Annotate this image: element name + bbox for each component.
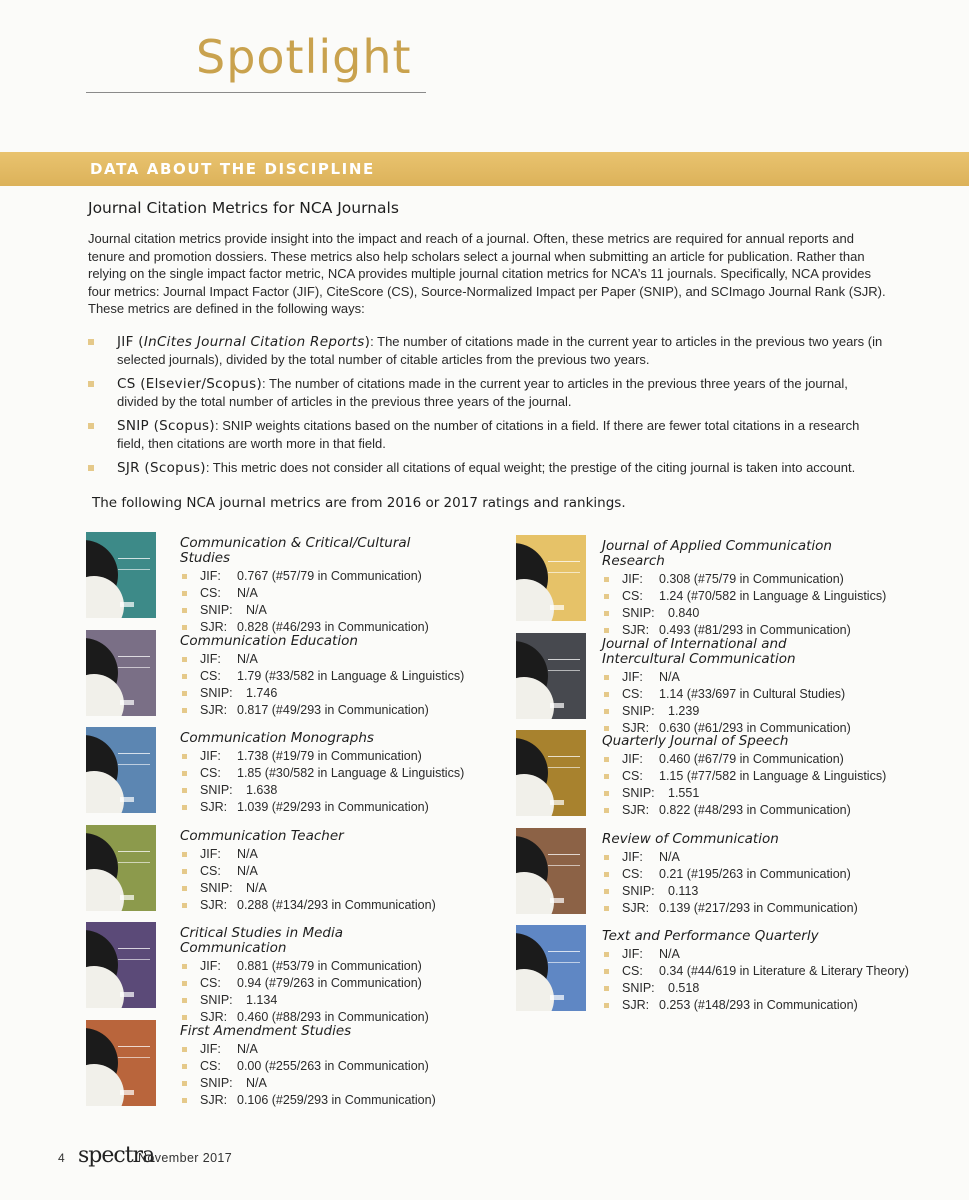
- metric-label: SJR:: [200, 800, 228, 814]
- bullet-icon: [604, 692, 609, 697]
- journal-info: [602, 929, 909, 1014]
- definition-term: JIF (InCites Journal Citation Reports): [117, 334, 371, 350]
- term-abbr: SJR: [117, 460, 140, 476]
- metric-value: 0.493 (#81/293 in Communication): [659, 623, 851, 637]
- bullet-icon: [182, 1081, 187, 1086]
- bullet-icon: [182, 869, 187, 874]
- metric-row: [180, 1041, 436, 1058]
- bullet-icon: [604, 855, 609, 860]
- bullet-icon: [182, 1047, 187, 1052]
- metric-label: CS:: [622, 686, 643, 701]
- bullet-icon: [182, 657, 187, 662]
- metric-row: [602, 802, 886, 819]
- metric-row: [180, 846, 436, 863]
- metric-value: 0.34 (#44/619 in Literature & Literary Theory): [659, 964, 909, 978]
- bullet-icon: [604, 757, 609, 762]
- metric-label: SJR:: [200, 620, 228, 634]
- metric-value: 0.253 (#148/293 in Communication): [659, 998, 858, 1012]
- metric-value: 0.518: [668, 981, 700, 995]
- metric-row: [602, 997, 909, 1014]
- metric-row: [602, 980, 909, 997]
- bullet-icon: [182, 852, 187, 857]
- bullet-icon: [182, 998, 187, 1003]
- metric-row: [180, 651, 464, 668]
- metric-label: SJR:: [200, 897, 228, 912]
- journal-info: [180, 1024, 436, 1109]
- journal-info: [602, 734, 886, 819]
- metric-row: [180, 765, 464, 782]
- term-source: Scopus: [150, 460, 201, 476]
- metric-value: N/A: [237, 863, 258, 878]
- metric-value: 0.94 (#79/263 in Communication): [237, 976, 422, 990]
- metric-value: 1.638: [246, 783, 278, 797]
- journal-title: Communication & Critical/Cultural Studies: [180, 535, 411, 566]
- bullet-icon: [182, 788, 187, 793]
- metric-value: 0.460 (#67/79 in Communication): [659, 752, 844, 766]
- journal-info: [602, 832, 858, 917]
- bullet-icon: [604, 577, 609, 582]
- metric-row: [602, 703, 851, 720]
- metric-label: SJR:: [622, 900, 650, 915]
- metric-row: [180, 668, 464, 685]
- metric-value: 0.840: [668, 606, 700, 620]
- metric-label: SJR:: [622, 998, 650, 1012]
- metric-value: N/A: [237, 586, 258, 600]
- term-source: Scopus: [159, 418, 210, 434]
- metric-value: 0.00 (#255/263 in Communication): [237, 1058, 429, 1073]
- bullet-icon: [88, 381, 94, 387]
- metric-row: [602, 571, 886, 588]
- journal-cover-image: [516, 925, 586, 1011]
- metric-row: [602, 946, 909, 963]
- bullet-icon: [88, 339, 94, 345]
- bullet-icon: [182, 708, 187, 713]
- metric-row: [180, 958, 429, 975]
- bullet-icon: [604, 906, 609, 911]
- bullet-icon: [182, 574, 187, 579]
- metric-row: [180, 880, 436, 897]
- metric-label: JIF:: [622, 752, 643, 766]
- metric-value: 1.85 (#30/582 in Language & Linguistics): [237, 766, 465, 780]
- metric-value: 1.239: [668, 703, 700, 718]
- journal-title: First Amendment Studies: [180, 1022, 352, 1039]
- metric-value: N/A: [246, 1075, 267, 1090]
- metric-value: N/A: [246, 880, 267, 895]
- metric-value: 0.828 (#46/293 in Communication): [237, 620, 429, 634]
- metric-label: CS:: [622, 866, 643, 881]
- definition-term: SNIP (Scopus): [117, 418, 215, 434]
- journal-title: Communication Education: [180, 632, 358, 649]
- metric-label: SNIP:: [200, 880, 233, 895]
- journal-title: Journal of Applied Communication Research: [602, 538, 832, 569]
- metric-label: SJR:: [622, 803, 650, 817]
- metric-label: JIF:: [622, 947, 643, 961]
- bullet-icon: [604, 1003, 609, 1008]
- journal-cover-image: [516, 730, 586, 816]
- metric-row: [602, 900, 858, 917]
- bullet-icon: [604, 791, 609, 796]
- journal-cover-image: [516, 828, 586, 914]
- metric-value: 1.24 (#70/582 in Language & Linguistics): [659, 589, 887, 603]
- metric-row: [180, 702, 464, 719]
- metric-value: 0.139 (#217/293 in Communication): [659, 900, 858, 915]
- journal-cover-image: [86, 727, 156, 813]
- metric-label: JIF:: [200, 569, 221, 583]
- metric-row: [180, 992, 429, 1009]
- metric-row: [180, 863, 436, 880]
- metric-row: [180, 1092, 436, 1109]
- journal-title: Quarterly Journal of Speech: [602, 733, 789, 749]
- metric-label: CS:: [200, 586, 221, 600]
- metric-value: N/A: [237, 846, 258, 861]
- title-underline: [86, 92, 426, 93]
- metric-value: N/A: [246, 603, 267, 617]
- metric-label: CS:: [622, 769, 643, 783]
- metric-label: SJR:: [622, 623, 650, 637]
- metric-value: N/A: [659, 849, 680, 864]
- metric-row: [602, 883, 858, 900]
- definition-item: [88, 417, 888, 453]
- metric-label: JIF:: [200, 1041, 221, 1056]
- metric-label: JIF:: [200, 959, 221, 973]
- metric-label: JIF:: [622, 849, 643, 864]
- definitions-list: [88, 333, 888, 483]
- definition-item: [88, 459, 888, 477]
- journal-title: Journal of International and Intercultural Communication: [602, 635, 796, 667]
- bullet-icon: [88, 423, 94, 429]
- metric-value: 1.14 (#33/697 in Cultural Studies): [659, 686, 846, 701]
- metric-row: [180, 685, 464, 702]
- bullet-icon: [182, 691, 187, 696]
- metric-label: SJR:: [200, 1092, 228, 1107]
- metric-label: SJR:: [200, 1010, 228, 1024]
- metric-row: [602, 785, 886, 802]
- bullet-icon: [182, 964, 187, 969]
- journal-title: Critical Studies in Media Communication: [180, 925, 344, 956]
- metric-label: SNIP:: [622, 883, 655, 898]
- metric-label: SJR:: [200, 702, 228, 717]
- bullet-icon: [182, 608, 187, 613]
- metric-label: SNIP:: [200, 993, 233, 1007]
- metric-label: SNIP:: [200, 1075, 233, 1090]
- journal-info: [180, 536, 429, 636]
- journal-title: Text and Performance Quarterly: [602, 928, 819, 944]
- metric-value: 0.21 (#195/263 in Communication): [659, 866, 851, 881]
- metric-label: JIF:: [622, 669, 643, 684]
- metric-value: N/A: [237, 1041, 258, 1056]
- metric-value: 1.746: [246, 685, 278, 700]
- metric-label: SJR:: [622, 720, 650, 735]
- metric-label: SNIP:: [622, 981, 655, 995]
- bullet-icon: [604, 969, 609, 974]
- term-abbr: JIF: [117, 334, 134, 350]
- bullet-icon: [604, 709, 609, 714]
- metric-row: [180, 602, 429, 619]
- metric-label: SNIP:: [200, 783, 233, 797]
- metric-row: [180, 782, 464, 799]
- metric-value: 0.288 (#134/293 in Communication): [237, 897, 436, 912]
- bullet-icon: [182, 981, 187, 986]
- metric-label: JIF:: [200, 749, 221, 763]
- metric-row: [602, 866, 858, 883]
- metric-label: CS:: [200, 1058, 221, 1073]
- journal-cover-image: [86, 532, 156, 618]
- article-heading: Journal Citation Metrics for NCA Journals: [88, 199, 399, 217]
- bullet-icon: [182, 1015, 187, 1020]
- bullet-icon: [604, 611, 609, 616]
- metric-value: 0.308 (#75/79 in Communication): [659, 572, 844, 586]
- metric-label: JIF:: [200, 651, 221, 666]
- section-banner: [0, 152, 969, 186]
- journal-info: [180, 731, 464, 816]
- bullet-icon: [182, 674, 187, 679]
- bullet-icon: [182, 903, 187, 908]
- journal-title: Communication Monographs: [180, 730, 374, 746]
- metric-row: [180, 799, 464, 816]
- metric-value: 1.134: [246, 993, 278, 1007]
- metric-row: [180, 585, 429, 602]
- definition-text: : This metric does not consider all citations of equal weight; the prestige of the citing journal is taken into account.: [205, 460, 856, 475]
- metric-label: SNIP:: [622, 786, 655, 800]
- definition-term: CS (Elsevier/Scopus): [117, 376, 263, 392]
- bullet-icon: [604, 889, 609, 894]
- section-title: Spotlight: [196, 30, 412, 84]
- bullet-icon: [182, 591, 187, 596]
- journal-info: [602, 637, 851, 737]
- journal-cover-image: [516, 535, 586, 621]
- metric-value: 0.817 (#49/293 in Communication): [237, 702, 429, 717]
- bullet-icon: [182, 805, 187, 810]
- metric-row: [180, 897, 436, 914]
- metric-row: [602, 849, 858, 866]
- journal-cover-image: [86, 1020, 156, 1106]
- definition-term: SJR (Scopus): [117, 460, 206, 476]
- metric-row: [602, 686, 851, 703]
- metric-row: [602, 751, 886, 768]
- bullet-icon: [604, 872, 609, 877]
- journal-title: Communication Teacher: [180, 827, 344, 844]
- bullet-icon: [604, 726, 609, 731]
- metric-value: 1.79 (#33/582 in Language & Linguistics): [237, 668, 465, 683]
- metric-value: 0.106 (#259/293 in Communication): [237, 1092, 436, 1107]
- article-intro: Journal citation metrics provide insight into the impact and reach of a journal. Often, these metrics are required for annual reports and tenure and promotion dossiers. These metrics also help scholars select a journal when submitting an article for publication. Rather than relying on the single impact factor metric, NCA provides multiple journal citation metrics for NCA’s 11 journals. Specifically, NCA provides four metrics: Journal Impact Factor (JIF), CiteScore (CS), Source-Normalized Impact per Paper (SNIP), and SCImago Journal Rank (SJR). These metrics are defined in the following ways:: [88, 231, 886, 316]
- metric-value: 1.039 (#29/293 in Communication): [237, 800, 429, 814]
- page-number: 4: [58, 1151, 65, 1165]
- definition-item: [88, 333, 888, 369]
- metric-value: N/A: [659, 947, 680, 961]
- metric-label: CS:: [200, 976, 221, 990]
- metrics-subheading: The following NCA journal metrics are from 2016 or 2017 ratings and rankings.: [92, 495, 626, 511]
- metric-row: [602, 588, 886, 605]
- journal-cover-image: [86, 630, 156, 716]
- journal-info: [180, 634, 464, 719]
- bullet-icon: [182, 625, 187, 630]
- journal-cover-image: [86, 825, 156, 911]
- definition-item: [88, 375, 888, 411]
- publication-logo: spectra: [78, 1143, 155, 1168]
- journal-info: [602, 539, 886, 639]
- metric-row: [180, 1058, 436, 1075]
- metric-value: 0.822 (#48/293 in Communication): [659, 803, 851, 817]
- term-abbr: CS: [117, 376, 136, 392]
- metric-row: [180, 1075, 436, 1092]
- metric-value: N/A: [659, 669, 680, 684]
- term-source: InCites Journal Citation Reports: [143, 334, 365, 350]
- metric-row: [602, 605, 886, 622]
- definition-text: : The number of citations made in the current year to articles in the previous three years of the journal, divided by the total number of articles in the previous three years of the journal.: [117, 376, 848, 409]
- issue-date: November 2017: [138, 1151, 233, 1165]
- metric-value: 1.15 (#77/582 in Language & Linguistics): [659, 769, 887, 783]
- metric-label: SNIP:: [200, 685, 233, 700]
- metric-label: SNIP:: [622, 606, 655, 620]
- metric-row: [602, 963, 909, 980]
- bullet-icon: [604, 986, 609, 991]
- metric-label: CS:: [622, 589, 643, 603]
- bullet-icon: [182, 771, 187, 776]
- metric-label: CS:: [622, 964, 643, 978]
- definition-text: : SNIP weights citations based on the number of citations in a field. If there are fewer total citations in a research field, then citations are worth more in that field.: [117, 418, 860, 451]
- metric-value: 0.767 (#57/79 in Communication): [237, 569, 422, 583]
- bullet-icon: [182, 754, 187, 759]
- metric-value: 1.551: [668, 786, 700, 800]
- metric-row: [180, 568, 429, 585]
- bullet-icon: [604, 808, 609, 813]
- metric-value: 0.460 (#88/293 in Communication): [237, 1010, 429, 1024]
- metric-label: CS:: [200, 766, 221, 780]
- metric-row: [602, 669, 851, 686]
- term-abbr: SNIP: [117, 418, 149, 434]
- bullet-icon: [182, 886, 187, 891]
- metric-label: CS:: [200, 668, 221, 683]
- bullet-icon: [604, 952, 609, 957]
- definition-text: : The number of citations made in the current year to articles in the previous two years (in selected journals), divided by the total number of citable articles from the previous two years.: [117, 334, 883, 367]
- metric-label: SNIP:: [200, 603, 233, 617]
- metric-label: CS:: [200, 863, 221, 878]
- bullet-icon: [182, 1098, 187, 1103]
- metric-label: SNIP:: [622, 703, 655, 718]
- bullet-icon: [182, 1064, 187, 1069]
- metric-row: [180, 748, 464, 765]
- metric-row: [180, 975, 429, 992]
- metric-value: N/A: [237, 651, 258, 666]
- metric-value: 1.738 (#19/79 in Communication): [237, 749, 422, 763]
- metric-value: 0.881 (#53/79 in Communication): [237, 959, 422, 973]
- bullet-icon: [604, 774, 609, 779]
- bullet-icon: [604, 628, 609, 633]
- metric-value: 0.113: [668, 883, 699, 898]
- journal-cover-image: [86, 922, 156, 1008]
- bullet-icon: [604, 594, 609, 599]
- metric-label: JIF:: [622, 572, 643, 586]
- journal-info: [180, 829, 436, 914]
- journal-title: Review of Communication: [602, 830, 779, 847]
- journal-info: [180, 926, 429, 1026]
- bullet-icon: [604, 675, 609, 680]
- term-source: Elsevier/Scopus: [145, 376, 257, 392]
- journal-cover-image: [516, 633, 586, 719]
- bullet-icon: [88, 465, 94, 471]
- metric-row: [602, 768, 886, 785]
- metric-label: JIF:: [200, 846, 221, 861]
- metric-value: 0.630 (#61/293 in Communication): [659, 720, 851, 735]
- banner-label: DATA ABOUT THE DISCIPLINE: [90, 160, 375, 178]
